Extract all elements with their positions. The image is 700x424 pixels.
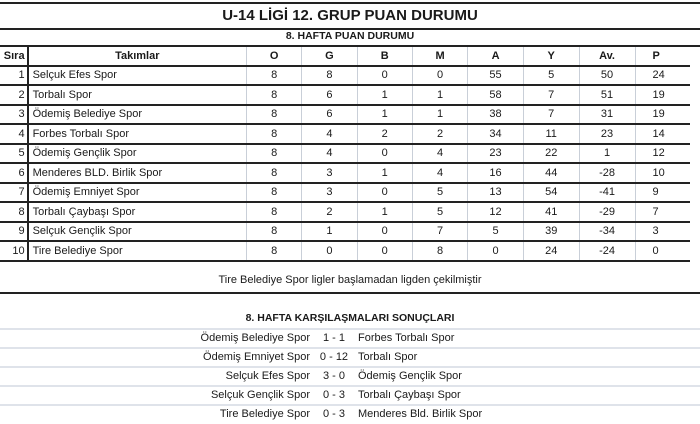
match-row: [0, 404, 700, 424]
points-cell: 12: [635, 144, 690, 164]
played-cell: 8: [246, 202, 301, 222]
lost-cell: 8: [412, 241, 467, 261]
home-team: Selçuk Efes Spor: [225, 370, 310, 382]
goals-against-cell: 11: [523, 124, 579, 144]
goals-for-cell: 0: [468, 241, 524, 261]
played-cell: 8: [246, 222, 301, 242]
goals-for-cell: 55: [468, 66, 524, 86]
won-cell: 3: [302, 183, 357, 203]
goals-for-cell: 13: [468, 183, 524, 203]
section-divider: [0, 292, 700, 294]
goals-for-cell: 16: [468, 163, 524, 183]
match-score: 0 - 12: [319, 351, 349, 363]
won-cell: 4: [302, 144, 357, 164]
lost-cell: 2: [412, 124, 467, 144]
points-cell: 0: [635, 241, 690, 261]
goals-for-cell: 58: [468, 85, 524, 105]
header-points: P: [635, 47, 690, 66]
header-played: O: [246, 47, 301, 66]
team-cell: Menderes BLD. Birlik Spor: [28, 163, 247, 183]
points-cell: 7: [635, 202, 690, 222]
won-cell: 1: [302, 222, 357, 242]
rank-cell: 10: [0, 241, 28, 261]
goals-for-cell: 5: [468, 222, 524, 242]
table-row: [0, 202, 690, 222]
team-cell: Tire Belediye Spor: [28, 241, 247, 261]
played-cell: 8: [246, 124, 301, 144]
played-cell: 8: [246, 66, 301, 86]
goal-diff-cell: 31: [579, 105, 635, 125]
lost-cell: 1: [412, 85, 467, 105]
match-row: [0, 347, 700, 367]
played-cell: 8: [246, 105, 301, 125]
standings-header-row: [0, 47, 690, 66]
rank-cell: 3: [0, 105, 28, 125]
rank-cell: 2: [0, 85, 28, 105]
table-row: [0, 183, 690, 203]
home-team: Tire Belediye Spor: [219, 408, 310, 420]
lost-cell: 5: [412, 183, 467, 203]
drawn-cell: 1: [357, 163, 412, 183]
table-row: [0, 241, 690, 261]
away-team: Ödemiş Gençlik Spor: [358, 370, 462, 382]
drawn-cell: 1: [357, 85, 412, 105]
home-team: Ödemiş Emniyet Spor: [203, 351, 310, 363]
header-goals-for: A: [468, 47, 524, 66]
lost-cell: 4: [412, 163, 467, 183]
won-cell: 6: [302, 85, 357, 105]
rank-cell: 4: [0, 124, 28, 144]
rank-cell: 8: [0, 202, 28, 222]
points-cell: 24: [635, 66, 690, 86]
team-cell: Forbes Torbalı Spor: [28, 124, 247, 144]
goals-for-cell: 23: [468, 144, 524, 164]
team-cell: Torbalı Çaybaşı Spor: [28, 202, 247, 222]
drawn-cell: 0: [357, 144, 412, 164]
team-cell: Torbalı Spor: [28, 85, 247, 105]
points-cell: 9: [635, 183, 690, 203]
goal-diff-cell: 23: [579, 124, 635, 144]
goals-against-cell: 7: [523, 85, 579, 105]
drawn-cell: 0: [357, 66, 412, 86]
goal-diff-cell: -29: [579, 202, 635, 222]
goals-against-cell: 54: [523, 183, 579, 203]
table-row: [0, 66, 690, 86]
header-drawn: B: [357, 47, 412, 66]
goal-diff-cell: -34: [579, 222, 635, 242]
drawn-cell: 2: [357, 124, 412, 144]
played-cell: 8: [246, 183, 301, 203]
lost-cell: 4: [412, 144, 467, 164]
goals-against-cell: 22: [523, 144, 579, 164]
header-lost: M: [412, 47, 467, 66]
match-row: [0, 385, 700, 405]
header-goals-against: Y: [523, 47, 579, 66]
team-cell: Ödemiş Gençlik Spor: [28, 144, 247, 164]
points-cell: 3: [635, 222, 690, 242]
goal-diff-cell: 51: [579, 85, 635, 105]
away-team: Torbalı Spor: [358, 351, 418, 363]
goal-diff-cell: 1: [579, 144, 635, 164]
goal-diff-cell: 50: [579, 66, 635, 86]
goals-against-cell: 7: [523, 105, 579, 125]
rank-cell: 7: [0, 183, 28, 203]
goal-diff-cell: -24: [579, 241, 635, 261]
match-score: 0 - 3: [322, 389, 345, 401]
table-row: [0, 222, 690, 242]
header-goal-diff: Av.: [579, 47, 635, 66]
rank-cell: 6: [0, 163, 28, 183]
table-row: [0, 163, 690, 183]
won-cell: 3: [302, 163, 357, 183]
standings-table: [0, 47, 690, 262]
goals-for-cell: 38: [468, 105, 524, 125]
standings-subtitle: 8. HAFTA PUAN DURUMU: [0, 28, 700, 47]
home-team: Selçuk Gençlik Spor: [210, 389, 310, 401]
away-team: Forbes Torbalı Spor: [358, 332, 455, 344]
won-cell: 0: [302, 241, 357, 261]
team-cell: Ödemiş Emniyet Spor: [28, 183, 247, 203]
drawn-cell: 0: [357, 183, 412, 203]
played-cell: 8: [246, 241, 301, 261]
away-team: Torbalı Çaybaşı Spor: [358, 389, 461, 401]
rank-cell: 1: [0, 66, 28, 86]
home-team: Ödemiş Belediye Spor: [200, 332, 310, 344]
rank-cell: 5: [0, 144, 28, 164]
table-row: [0, 124, 690, 144]
goals-against-cell: 41: [523, 202, 579, 222]
won-cell: 6: [302, 105, 357, 125]
drawn-cell: 0: [357, 222, 412, 242]
withdrawal-note: Tire Belediye Spor ligler başlamadan ligden çekilmiştir: [218, 274, 482, 286]
rank-cell: 9: [0, 222, 28, 242]
lost-cell: 5: [412, 202, 467, 222]
points-cell: 10: [635, 163, 690, 183]
team-cell: Selçuk Efes Spor: [28, 66, 247, 86]
played-cell: 8: [246, 85, 301, 105]
match-score: 3 - 0: [322, 370, 345, 382]
goals-against-cell: 44: [523, 163, 579, 183]
points-cell: 14: [635, 124, 690, 144]
won-cell: 8: [302, 66, 357, 86]
goals-for-cell: 12: [468, 202, 524, 222]
drawn-cell: 0: [357, 241, 412, 261]
won-cell: 4: [302, 124, 357, 144]
away-team: Menderes Bld. Birlik Spor: [358, 408, 483, 420]
header-won: G: [302, 47, 357, 66]
header-team: Takımlar: [28, 47, 247, 66]
goals-against-cell: 24: [523, 241, 579, 261]
lost-cell: 1: [412, 105, 467, 125]
team-cell: Ödemiş Belediye Spor: [28, 105, 247, 125]
match-row: [0, 366, 700, 386]
lost-cell: 7: [412, 222, 467, 242]
header-rank: Sıra: [0, 47, 28, 66]
points-cell: 19: [635, 105, 690, 125]
lost-cell: 0: [412, 66, 467, 86]
match-score: 1 - 1: [322, 332, 345, 344]
goals-against-cell: 5: [523, 66, 579, 86]
drawn-cell: 1: [357, 202, 412, 222]
drawn-cell: 1: [357, 105, 412, 125]
points-cell: 19: [635, 85, 690, 105]
goals-against-cell: 39: [523, 222, 579, 242]
won-cell: 2: [302, 202, 357, 222]
played-cell: 8: [246, 163, 301, 183]
results-title: 8. HAFTA KARŞILAŞMALARI SONUÇLARI: [245, 312, 455, 324]
goals-for-cell: 34: [468, 124, 524, 144]
page-title: U-14 LİGİ 12. GRUP PUAN DURUMU: [0, 2, 700, 30]
team-cell: Selçuk Gençlik Spor: [28, 222, 247, 242]
goal-diff-cell: -41: [579, 183, 635, 203]
match-row: [0, 328, 700, 348]
table-row: [0, 85, 690, 105]
table-row: [0, 105, 690, 125]
played-cell: 8: [246, 144, 301, 164]
table-row: [0, 144, 690, 164]
goal-diff-cell: -28: [579, 163, 635, 183]
match-score: 0 - 3: [322, 408, 345, 420]
